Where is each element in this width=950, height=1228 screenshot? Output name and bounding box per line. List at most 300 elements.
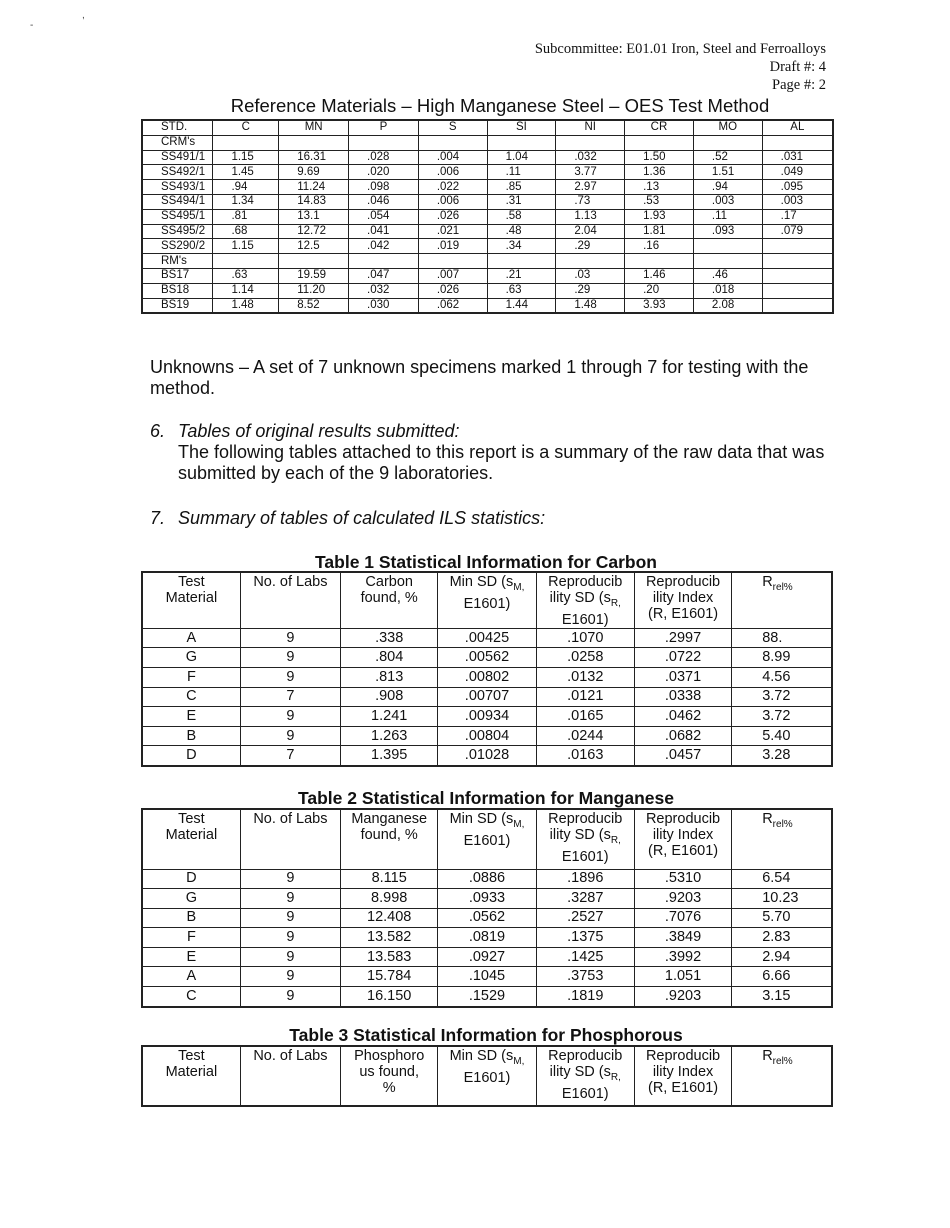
reference-cell: SS495/1 (142, 209, 213, 224)
reference-cell: .003 (762, 194, 833, 209)
scan-mark: , (82, 10, 85, 21)
table-cell: .01028 (438, 746, 536, 766)
reference-cell (762, 268, 833, 283)
reference-header-cell: C (213, 120, 279, 135)
reference-cell: BS18 (142, 283, 213, 298)
header-no-of-labs: No. of Labs (240, 572, 340, 628)
table-cell: .3849 (634, 928, 731, 948)
reference-row (142, 283, 833, 298)
table-cell: .338 (341, 628, 438, 648)
reference-cell: 3.93 (625, 298, 694, 313)
reference-cell: .026 (418, 209, 487, 224)
reference-cell: .026 (418, 283, 487, 298)
reference-cell: .028 (349, 150, 419, 165)
reference-cell: .11 (693, 209, 762, 224)
section-6-body: The following tables attached to this report is a summary of the raw data that was submitted by each of the 9 laboratories. (178, 442, 825, 483)
table-cell: .0886 (438, 869, 536, 889)
reference-header-cell: NI (556, 120, 625, 135)
header-test-material: Test Material (142, 809, 240, 869)
table-cell: .908 (341, 687, 438, 707)
table-cell: .804 (341, 648, 438, 668)
reference-cell (625, 254, 694, 269)
reference-cell: .098 (349, 180, 419, 195)
reference-cell: 1.44 (487, 298, 556, 313)
reference-header-row (142, 120, 833, 135)
reference-cell: 1.48 (213, 298, 279, 313)
reference-row (142, 298, 833, 313)
reference-cell: .093 (693, 224, 762, 239)
reference-cell: .006 (418, 194, 487, 209)
reference-cell: 14.83 (279, 194, 349, 209)
table-cell: .0819 (438, 928, 536, 948)
header-phosphorous-found: Phosphoro us found, % (341, 1046, 438, 1106)
reference-cell (349, 135, 419, 150)
table-row (142, 668, 832, 688)
header-min-sd: Min SD ($s_{M,}$ E1601) (438, 809, 536, 869)
reference-cell: .63 (487, 283, 556, 298)
table-cell: 5.70 (732, 908, 832, 928)
reference-cell: .031 (762, 150, 833, 165)
table-cell: 13.583 (341, 947, 438, 967)
reference-cell: .13 (625, 180, 694, 195)
table-cell: 3.28 (732, 746, 832, 766)
reference-cell: 8.52 (279, 298, 349, 313)
reference-cell: CRM's (142, 135, 213, 150)
reference-header-cell: MO (693, 120, 762, 135)
table-cell: 10.23 (732, 889, 832, 909)
reference-cell: .81 (213, 209, 279, 224)
table-row (142, 707, 832, 727)
table-cell: 1.051 (634, 967, 731, 987)
table-cell: B (142, 726, 240, 746)
reference-cell: .46 (693, 268, 762, 283)
reference-cell: .53 (625, 194, 694, 209)
table-cell: .5310 (634, 869, 731, 889)
reference-cell: 1.36 (625, 165, 694, 180)
reference-cell: 2.97 (556, 180, 625, 195)
table-cell: 9 (240, 928, 340, 948)
reference-materials-table (141, 119, 834, 314)
reference-cell: .85 (487, 180, 556, 195)
table-cell: .1045 (438, 967, 536, 987)
reference-row (142, 268, 833, 283)
section-6-heading: Tables of original results submitted: (178, 421, 460, 441)
reference-cell: 1.50 (625, 150, 694, 165)
table-cell: .00425 (438, 628, 536, 648)
reference-cell: 1.34 (213, 194, 279, 209)
table-cell: 88. (732, 628, 832, 648)
table-row (142, 889, 832, 909)
header-reproducibility-index: Reproducib ility Index (R, E1601) (634, 809, 731, 869)
reference-cell: 1.48 (556, 298, 625, 313)
reference-cell: .021 (418, 224, 487, 239)
table-cell: 6.66 (732, 967, 832, 987)
reference-cell (762, 298, 833, 313)
table-cell: .2997 (634, 628, 731, 648)
reference-cell: .019 (418, 239, 487, 254)
table-cell: .9203 (634, 987, 731, 1007)
header-no-of-labs: No. of Labs (240, 1046, 340, 1106)
table-cell: .0244 (536, 726, 634, 746)
reference-cell: .34 (487, 239, 556, 254)
reference-row (142, 239, 833, 254)
table-cell: 9 (240, 869, 340, 889)
table-cell: .3287 (536, 889, 634, 909)
table-cell: .1425 (536, 947, 634, 967)
reference-cell: .94 (693, 180, 762, 195)
reference-row (142, 180, 833, 195)
table-cell: D (142, 869, 240, 889)
table-cell: 9 (240, 648, 340, 668)
reference-cell: .94 (213, 180, 279, 195)
reference-header-cell: P (349, 120, 419, 135)
table-1-header-row (142, 572, 832, 628)
table-cell: .00934 (438, 707, 536, 727)
reference-cell: .007 (418, 268, 487, 283)
reference-cell (762, 254, 833, 269)
page-line: Page #: 2 (772, 77, 826, 93)
table-1-title: Table 1 Statistical Information for Carbon (315, 552, 657, 572)
reference-cell: 11.20 (279, 283, 349, 298)
reference-cell: .63 (213, 268, 279, 283)
reference-cell: .004 (418, 150, 487, 165)
reference-cell (487, 135, 556, 150)
table-cell: 9 (240, 628, 340, 648)
table-cell: .0722 (634, 648, 731, 668)
table-3-phosphorous (141, 1045, 833, 1107)
table-cell: .3753 (536, 967, 634, 987)
reference-row (142, 254, 833, 269)
reference-cell: .21 (487, 268, 556, 283)
reference-row (142, 135, 833, 150)
reference-cell: .046 (349, 194, 419, 209)
reference-cell (213, 135, 279, 150)
table-cell: .00707 (438, 687, 536, 707)
reference-cell: .52 (693, 150, 762, 165)
table-row (142, 947, 832, 967)
reference-cell: .58 (487, 209, 556, 224)
reference-row (142, 209, 833, 224)
table-cell: .0682 (634, 726, 731, 746)
reference-cell (762, 135, 833, 150)
reference-cell: .054 (349, 209, 419, 224)
draft-line: Draft #: 4 (769, 59, 826, 75)
document-header (535, 40, 826, 94)
header-rrel: $R_{rel\%}$ (732, 572, 832, 628)
table-cell: .813 (341, 668, 438, 688)
reference-cell: 1.15 (213, 239, 279, 254)
reference-cell (556, 254, 625, 269)
reference-cell: 1.46 (625, 268, 694, 283)
table-2-title: Table 2 Statistical Information for Manganese (297, 788, 674, 808)
reference-cell: .31 (487, 194, 556, 209)
table-cell: .0371 (634, 668, 731, 688)
table-cell: 9 (240, 707, 340, 727)
header-reproducibility-index: Reproducib ility Index (R, E1601) (634, 572, 731, 628)
reference-cell: .11 (487, 165, 556, 180)
table-cell: 5.40 (732, 726, 832, 746)
reference-cell: .48 (487, 224, 556, 239)
table-cell: 7 (240, 687, 340, 707)
reference-cell: 2.08 (693, 298, 762, 313)
reference-cell: SS491/1 (142, 150, 213, 165)
table-cell: 13.582 (341, 928, 438, 948)
section-7-number: 7. (150, 508, 166, 528)
reference-cell: .047 (349, 268, 419, 283)
reference-row (142, 224, 833, 239)
table-row (142, 726, 832, 746)
reference-cell: .20 (625, 283, 694, 298)
table-cell: 9 (240, 967, 340, 987)
table-cell: .00802 (438, 668, 536, 688)
table-cell: E (142, 947, 240, 967)
reference-cell: SS492/1 (142, 165, 213, 180)
reference-cell (693, 254, 762, 269)
header-rrel: $R_{rel\%}$ (732, 809, 832, 869)
table-row (142, 648, 832, 668)
reference-cell (279, 135, 349, 150)
reference-cell: .095 (762, 180, 833, 195)
reference-cell (762, 239, 833, 254)
table-cell: 1.395 (341, 746, 438, 766)
table-row (142, 928, 832, 948)
table-row (142, 746, 832, 766)
table-2-header-row (142, 809, 832, 869)
table-cell: .0165 (536, 707, 634, 727)
reference-cell (693, 135, 762, 150)
table-row (142, 687, 832, 707)
reference-cell: .041 (349, 224, 419, 239)
reference-cell: 1.45 (213, 165, 279, 180)
reference-cell: BS19 (142, 298, 213, 313)
table-cell: 12.408 (341, 908, 438, 928)
table-cell: 3.72 (732, 707, 832, 727)
reference-cell: .032 (556, 150, 625, 165)
reference-row (142, 194, 833, 209)
table-cell: .9203 (634, 889, 731, 909)
table-cell: 1.241 (341, 707, 438, 727)
table-2-manganese (141, 808, 833, 1008)
table-cell: A (142, 628, 240, 648)
reference-cell: .030 (349, 298, 419, 313)
reference-header-cell: S (418, 120, 487, 135)
reference-row (142, 150, 833, 165)
table-cell: 9 (240, 947, 340, 967)
header-test-material: Test Material (142, 1046, 240, 1106)
header-test-material: Test Material (142, 572, 240, 628)
table-cell: 1.263 (341, 726, 438, 746)
reference-cell: .042 (349, 239, 419, 254)
reference-cell: SS493/1 (142, 180, 213, 195)
reference-cell: SS290/2 (142, 239, 213, 254)
reference-table-title: Reference Materials – High Manganese Steel – OES Test Method (230, 95, 770, 116)
reference-cell: 16.31 (279, 150, 349, 165)
table-cell: E (142, 707, 240, 727)
table-cell: F (142, 928, 240, 948)
reference-cell: 12.72 (279, 224, 349, 239)
table-cell: 3.72 (732, 687, 832, 707)
header-reproducibility-sd: Reproducib ility SD ($s_{R,}$ E1601) (536, 572, 634, 628)
reference-cell (693, 239, 762, 254)
table-cell: .0562 (438, 908, 536, 928)
table-cell: .0338 (634, 687, 731, 707)
reference-cell: 1.93 (625, 209, 694, 224)
reference-header-cell: STD. (142, 120, 213, 135)
table-1-carbon (141, 571, 833, 767)
reference-cell: SS494/1 (142, 194, 213, 209)
table-cell: 2.83 (732, 928, 832, 948)
reference-cell (213, 254, 279, 269)
header-reproducibility-sd: Reproducib ility SD ($s_{R,}$ E1601) (536, 809, 634, 869)
table-cell: .3992 (634, 947, 731, 967)
table-cell: 15.784 (341, 967, 438, 987)
table-cell: .7076 (634, 908, 731, 928)
reference-cell: .062 (418, 298, 487, 313)
reference-cell: RM's (142, 254, 213, 269)
reference-cell: 12.5 (279, 239, 349, 254)
reference-cell (625, 135, 694, 150)
section-7 (150, 508, 830, 529)
table-cell: .0163 (536, 746, 634, 766)
reference-cell: 1.51 (693, 165, 762, 180)
reference-header-cell: MN (279, 120, 349, 135)
table-cell: .2527 (536, 908, 634, 928)
scan-mark: - (30, 20, 34, 31)
reference-cell (487, 254, 556, 269)
table-cell: .1896 (536, 869, 634, 889)
reference-header-cell: AL (762, 120, 833, 135)
table-cell: .0132 (536, 668, 634, 688)
reference-cell: .022 (418, 180, 487, 195)
table-cell: .0462 (634, 707, 731, 727)
header-min-sd: Min SD ($s_{M,}$ E1601) (438, 572, 536, 628)
table-cell: .0927 (438, 947, 536, 967)
reference-cell: .003 (693, 194, 762, 209)
table-cell: C (142, 687, 240, 707)
table-cell: 4.56 (732, 668, 832, 688)
reference-cell (279, 254, 349, 269)
table-cell: .00562 (438, 648, 536, 668)
table-row (142, 628, 832, 648)
reference-cell: 1.04 (487, 150, 556, 165)
section-6-number: 6. (150, 421, 166, 441)
reference-header-cell: SI (487, 120, 556, 135)
reference-cell (762, 283, 833, 298)
reference-cell: 1.13 (556, 209, 625, 224)
table-cell: .00804 (438, 726, 536, 746)
reference-cell: 11.24 (279, 180, 349, 195)
table-3-header-row (142, 1046, 832, 1106)
reference-cell: .16 (625, 239, 694, 254)
reference-cell: BS17 (142, 268, 213, 283)
reference-cell: 19.59 (279, 268, 349, 283)
table-cell: 9 (240, 668, 340, 688)
reference-cell: 3.77 (556, 165, 625, 180)
table-cell: C (142, 987, 240, 1007)
table-cell: 9 (240, 726, 340, 746)
table-cell: G (142, 889, 240, 909)
section-6 (150, 421, 830, 484)
reference-cell: .079 (762, 224, 833, 239)
reference-cell: .032 (349, 283, 419, 298)
table-cell: D (142, 746, 240, 766)
table-cell: 7 (240, 746, 340, 766)
table-row (142, 967, 832, 987)
section-7-heading: Summary of tables of calculated ILS statistics: (178, 508, 546, 528)
table-cell: 9 (240, 889, 340, 909)
header-manganese-found: Manganese found, % (341, 809, 438, 869)
header-carbon-found: Carbon found, % (341, 572, 438, 628)
reference-cell: .17 (762, 209, 833, 224)
table-cell: .1529 (438, 987, 536, 1007)
table-cell: B (142, 908, 240, 928)
reference-cell: 1.15 (213, 150, 279, 165)
table-cell: .1070 (536, 628, 634, 648)
reference-cell: 1.14 (213, 283, 279, 298)
reference-cell (349, 254, 419, 269)
reference-cell: .29 (556, 283, 625, 298)
table-cell: .0457 (634, 746, 731, 766)
reference-header-cell: CR (625, 120, 694, 135)
table-cell: 16.150 (341, 987, 438, 1007)
header-min-sd: Min SD ($s_{M,}$ E1601) (438, 1046, 536, 1106)
reference-cell: .049 (762, 165, 833, 180)
reference-cell (418, 135, 487, 150)
header-reproducibility-sd: Reproducib ility SD ($s_{R,}$ E1601) (536, 1046, 634, 1106)
table-cell: .0258 (536, 648, 634, 668)
table-row (142, 869, 832, 889)
header-rrel: $R_{rel\%}$ (732, 1046, 832, 1106)
table-cell: 3.15 (732, 987, 832, 1007)
header-reproducibility-index: Reproducib ility Index (R, E1601) (634, 1046, 731, 1106)
reference-cell: 9.69 (279, 165, 349, 180)
reference-cell: .018 (693, 283, 762, 298)
table-cell: 8.998 (341, 889, 438, 909)
reference-cell: .73 (556, 194, 625, 209)
table-cell: 9 (240, 987, 340, 1007)
reference-cell (418, 254, 487, 269)
table-cell: 8.99 (732, 648, 832, 668)
table-cell: 6.54 (732, 869, 832, 889)
table-cell: A (142, 967, 240, 987)
reference-cell (556, 135, 625, 150)
table-cell: 9 (240, 908, 340, 928)
table-cell: .0121 (536, 687, 634, 707)
table-cell: F (142, 668, 240, 688)
table-row (142, 908, 832, 928)
table-cell: G (142, 648, 240, 668)
unknowns-paragraph: Unknowns – A set of 7 unknown specimens marked 1 through 7 for testing with the method. (150, 357, 809, 398)
reference-cell: .006 (418, 165, 487, 180)
table-3-title: Table 3 Statistical Information for Phosphorous (289, 1025, 683, 1045)
table-cell: .0933 (438, 889, 536, 909)
reference-cell: .020 (349, 165, 419, 180)
header-no-of-labs: No. of Labs (240, 809, 340, 869)
reference-cell: 2.04 (556, 224, 625, 239)
table-cell: .1819 (536, 987, 634, 1007)
reference-cell: SS495/2 (142, 224, 213, 239)
reference-cell: .68 (213, 224, 279, 239)
reference-cell: 13.1 (279, 209, 349, 224)
table-cell: 8.115 (341, 869, 438, 889)
reference-row (142, 165, 833, 180)
reference-cell: .03 (556, 268, 625, 283)
table-cell: .1375 (536, 928, 634, 948)
reference-cell: 1.81 (625, 224, 694, 239)
table-row (142, 987, 832, 1007)
reference-cell: .29 (556, 239, 625, 254)
table-cell: 2.94 (732, 947, 832, 967)
